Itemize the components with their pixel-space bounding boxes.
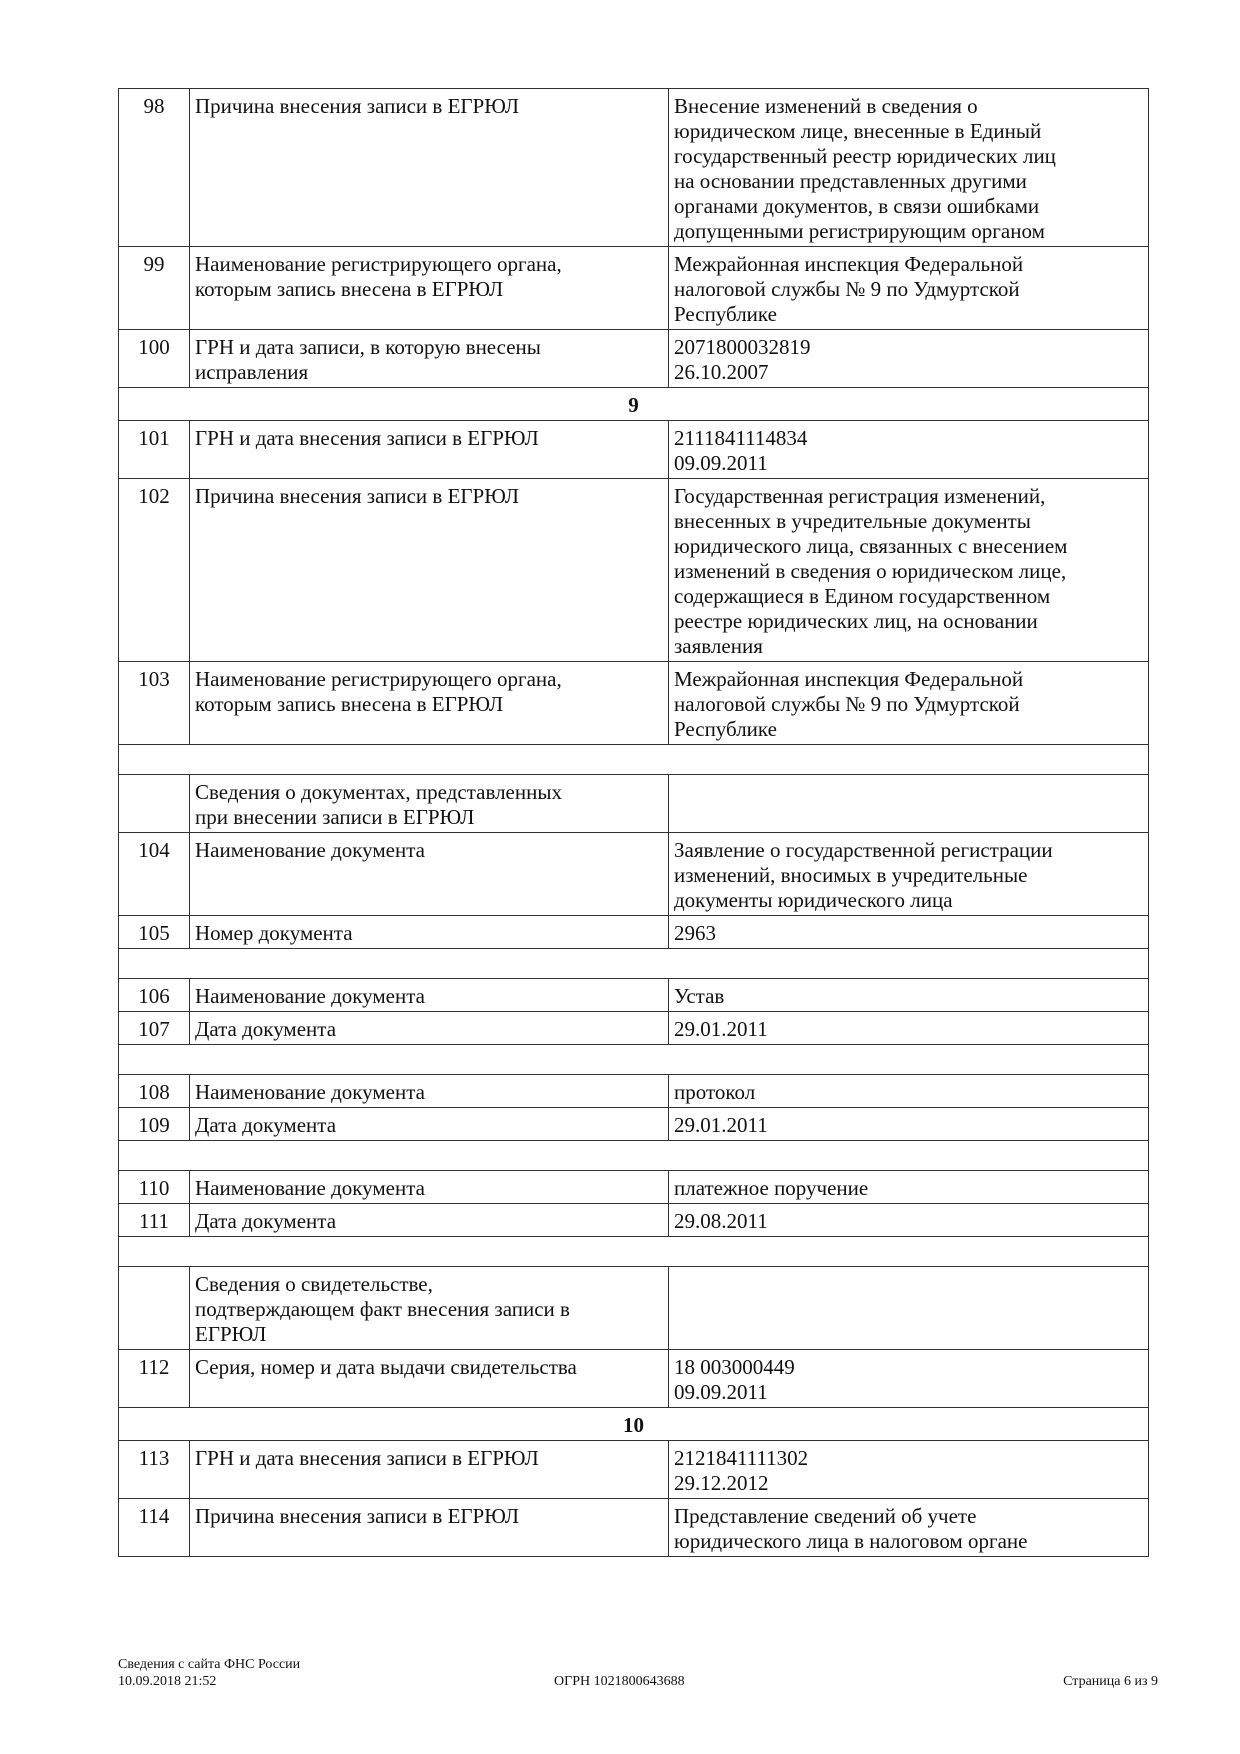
row-number: 108: [119, 1075, 190, 1108]
table-row: [119, 662, 1149, 745]
field-value-line: изменений в сведения о юридическом лице,: [674, 559, 1067, 583]
field-value: [669, 916, 1149, 949]
blank-separator-row: [119, 1237, 1149, 1267]
field-label-line: исправления: [195, 360, 309, 384]
row-number: 98: [119, 89, 190, 247]
row-number: 110: [119, 1171, 190, 1204]
table-row: [119, 1267, 1149, 1350]
field-value-line: юридическом лице, внесенные в Единый: [674, 119, 1042, 143]
field-label-line: Сведения о документах, представленных: [195, 780, 562, 804]
field-label-line: Наименование регистрирующего органа,: [195, 667, 562, 691]
field-value-line: государственный реестр юридических лиц: [674, 144, 1056, 168]
field-value: [669, 421, 1149, 479]
table-row: [119, 1499, 1149, 1557]
footer-meta-row: [118, 1673, 1158, 1690]
field-label-line: ГРН и дата внесения записи в ЕГРЮЛ: [195, 1446, 539, 1470]
table-row: [119, 979, 1149, 1012]
field-value-line: Межрайонная инспекция Федеральной: [674, 252, 1024, 276]
field-label: [190, 1204, 669, 1237]
field-label-line: Наименование документа: [195, 984, 425, 1008]
field-value: [669, 1350, 1149, 1408]
field-value-line: 09.09.2011: [674, 451, 768, 475]
field-label-line: Серия, номер и дата выдачи свидетельства: [195, 1355, 577, 1379]
table-row: [119, 1350, 1149, 1408]
blank-separator-row: [119, 1141, 1149, 1171]
field-value-line: 29.12.2012: [674, 1471, 769, 1495]
field-label: [190, 421, 669, 479]
blank-cell: [119, 1045, 1149, 1075]
field-value-line: налоговой службы № 9 по Удмуртской: [674, 692, 1020, 716]
field-value: [669, 89, 1149, 247]
field-value-line: Внесение изменений в сведения о: [674, 94, 978, 118]
field-label: [190, 1075, 669, 1108]
field-value: [669, 1204, 1149, 1237]
field-value-line: Республике: [674, 302, 777, 326]
field-value-line: 2121841111302: [674, 1446, 809, 1470]
field-value-line: Государственная регистрация изменений,: [674, 484, 1046, 508]
table-row: [119, 1204, 1149, 1237]
row-number: 114: [119, 1499, 190, 1557]
field-value: [669, 979, 1149, 1012]
field-label-line: подтверждающем факт внесения записи в: [195, 1297, 570, 1321]
field-value-line: документы юридического лица: [674, 888, 953, 912]
field-value: [669, 479, 1149, 662]
field-value: [669, 247, 1149, 330]
field-value-line: платежное поручение: [674, 1176, 869, 1200]
table-row: [119, 421, 1149, 479]
field-value-line: 2111841114834: [674, 426, 808, 450]
field-value: [669, 1499, 1149, 1557]
field-value-line: Представление сведений об учете: [674, 1504, 977, 1528]
field-label: [190, 662, 669, 745]
field-label-line: ГРН и дата внесения записи в ЕГРЮЛ: [195, 426, 539, 450]
field-value-line: Устав: [674, 984, 725, 1008]
field-value-line: внесенных в учредительные документы: [674, 509, 1031, 533]
footer-source: Сведения с сайта ФНС России: [118, 1657, 301, 1672]
field-label-line: ГРН и дата записи, в которую внесены: [195, 335, 541, 359]
field-value-line: 18 003000449: [674, 1355, 795, 1379]
field-value: [669, 775, 1149, 833]
egrul-records-body: [119, 89, 1149, 1557]
row-number: 109: [119, 1108, 190, 1141]
field-value-line: Республике: [674, 717, 777, 741]
field-value: [669, 330, 1149, 388]
field-label-line: при внесении записи в ЕГРЮЛ: [195, 805, 475, 829]
field-value-line: юридического лица, связанных с внесением: [674, 534, 1068, 558]
field-value-line: 29.01.2011: [674, 1017, 768, 1041]
field-label: [190, 330, 669, 388]
field-value-line: реестре юридических лиц, на основании: [674, 609, 1038, 633]
field-value: [669, 1012, 1149, 1045]
field-value: [669, 1267, 1149, 1350]
field-value-line: 29.01.2011: [674, 1113, 768, 1137]
field-label: [190, 89, 669, 247]
blank-cell: [119, 949, 1149, 979]
field-value-line: на основании представленных другими: [674, 169, 1027, 193]
table-row: [119, 247, 1149, 330]
section-number: 10: [119, 1408, 1149, 1441]
field-label: [190, 775, 669, 833]
field-value-line: 2963: [674, 921, 716, 945]
field-label-line: Дата документа: [195, 1017, 337, 1041]
field-label-line: Дата документа: [195, 1113, 337, 1137]
field-value-line: 26.10.2007: [674, 360, 769, 384]
row-number: 102: [119, 479, 190, 662]
field-label: [190, 1350, 669, 1408]
field-value-line: содержащиеся в Едином государственном: [674, 584, 1051, 608]
field-label-line: Дата документа: [195, 1209, 337, 1233]
row-number: 101: [119, 421, 190, 479]
footer-page-number: Страница 6 из 9: [1063, 1674, 1158, 1689]
table-row: [119, 1108, 1149, 1141]
field-value: [669, 833, 1149, 916]
field-label: [190, 1267, 669, 1350]
row-number: 104: [119, 833, 190, 916]
table-row: [119, 1075, 1149, 1108]
field-label-line: которым запись внесена в ЕГРЮЛ: [195, 692, 504, 716]
field-value-line: заявления: [674, 634, 763, 658]
field-value: [669, 1441, 1149, 1499]
field-value-line: 2071800032819: [674, 335, 811, 359]
field-value: [669, 1171, 1149, 1204]
table-row: [119, 775, 1149, 833]
field-label: [190, 1012, 669, 1045]
table-row: [119, 1441, 1149, 1499]
field-value-line: допущенными регистрирующим органом: [674, 219, 1045, 243]
field-label: [190, 1171, 669, 1204]
field-value: [669, 662, 1149, 745]
row-number: 105: [119, 916, 190, 949]
row-number: 113: [119, 1441, 190, 1499]
field-label: [190, 1441, 669, 1499]
field-label-line: Причина внесения записи в ЕГРЮЛ: [195, 94, 520, 118]
table-row: [119, 330, 1149, 388]
field-label: [190, 833, 669, 916]
table-row: [119, 479, 1149, 662]
field-label-line: Причина внесения записи в ЕГРЮЛ: [195, 1504, 520, 1528]
egrul-records-table: [118, 88, 1149, 1557]
field-value-line: протокол: [674, 1080, 756, 1104]
field-label: [190, 916, 669, 949]
field-value: [669, 1108, 1149, 1141]
page-footer: [118, 1656, 1158, 1690]
field-label: [190, 1499, 669, 1557]
field-label-line: Причина внесения записи в ЕГРЮЛ: [195, 484, 520, 508]
table-row: [119, 89, 1149, 247]
row-number: [119, 775, 190, 833]
field-value-line: налоговой службы № 9 по Удмуртской: [674, 277, 1020, 301]
field-label-line: Сведения о свидетельстве,: [195, 1272, 433, 1296]
field-value-line: 09.09.2011: [674, 1380, 768, 1404]
field-value-line: Межрайонная инспекция Федеральной: [674, 667, 1024, 691]
field-value-line: юридического лица в налоговом органе: [674, 1529, 1028, 1553]
field-value-line: Заявление о государственной регистрации: [674, 838, 1053, 862]
field-label-line: Номер документа: [195, 921, 353, 945]
field-label-line: Наименование документа: [195, 838, 425, 862]
table-row: [119, 1012, 1149, 1045]
field-label-line: Наименование регистрирующего органа,: [195, 252, 562, 276]
field-label: [190, 479, 669, 662]
table-row: [119, 916, 1149, 949]
row-number: 99: [119, 247, 190, 330]
blank-cell: [119, 745, 1149, 775]
section-header-row: [119, 1408, 1149, 1441]
field-label-line: Наименование документа: [195, 1080, 425, 1104]
field-value-line: органами документов, в связи ошибками: [674, 194, 1040, 218]
field-label-line: которым запись внесена в ЕГРЮЛ: [195, 277, 504, 301]
field-label: [190, 979, 669, 1012]
section-number: 9: [119, 388, 1149, 421]
blank-cell: [119, 1141, 1149, 1171]
row-number: 106: [119, 979, 190, 1012]
field-value-line: изменений, вносимых в учредительные: [674, 863, 1028, 887]
field-label: [190, 1108, 669, 1141]
row-number: 100: [119, 330, 190, 388]
section-header-row: [119, 388, 1149, 421]
blank-cell: [119, 1237, 1149, 1267]
field-value-line: 29.08.2011: [674, 1209, 768, 1233]
table-row: [119, 833, 1149, 916]
footer-ogrn: ОГРН 1021800643688: [554, 1674, 685, 1689]
row-number: 107: [119, 1012, 190, 1045]
field-label-line: Наименование документа: [195, 1176, 425, 1200]
row-number: 111: [119, 1204, 190, 1237]
blank-separator-row: [119, 949, 1149, 979]
row-number: 112: [119, 1350, 190, 1408]
field-value: [669, 1075, 1149, 1108]
field-label: [190, 247, 669, 330]
blank-separator-row: [119, 1045, 1149, 1075]
field-label-line: ЕГРЮЛ: [195, 1322, 267, 1346]
row-number: [119, 1267, 190, 1350]
footer-datetime: 10.09.2018 21:52: [118, 1674, 217, 1689]
row-number: 103: [119, 662, 190, 745]
table-row: [119, 1171, 1149, 1204]
blank-separator-row: [119, 745, 1149, 775]
